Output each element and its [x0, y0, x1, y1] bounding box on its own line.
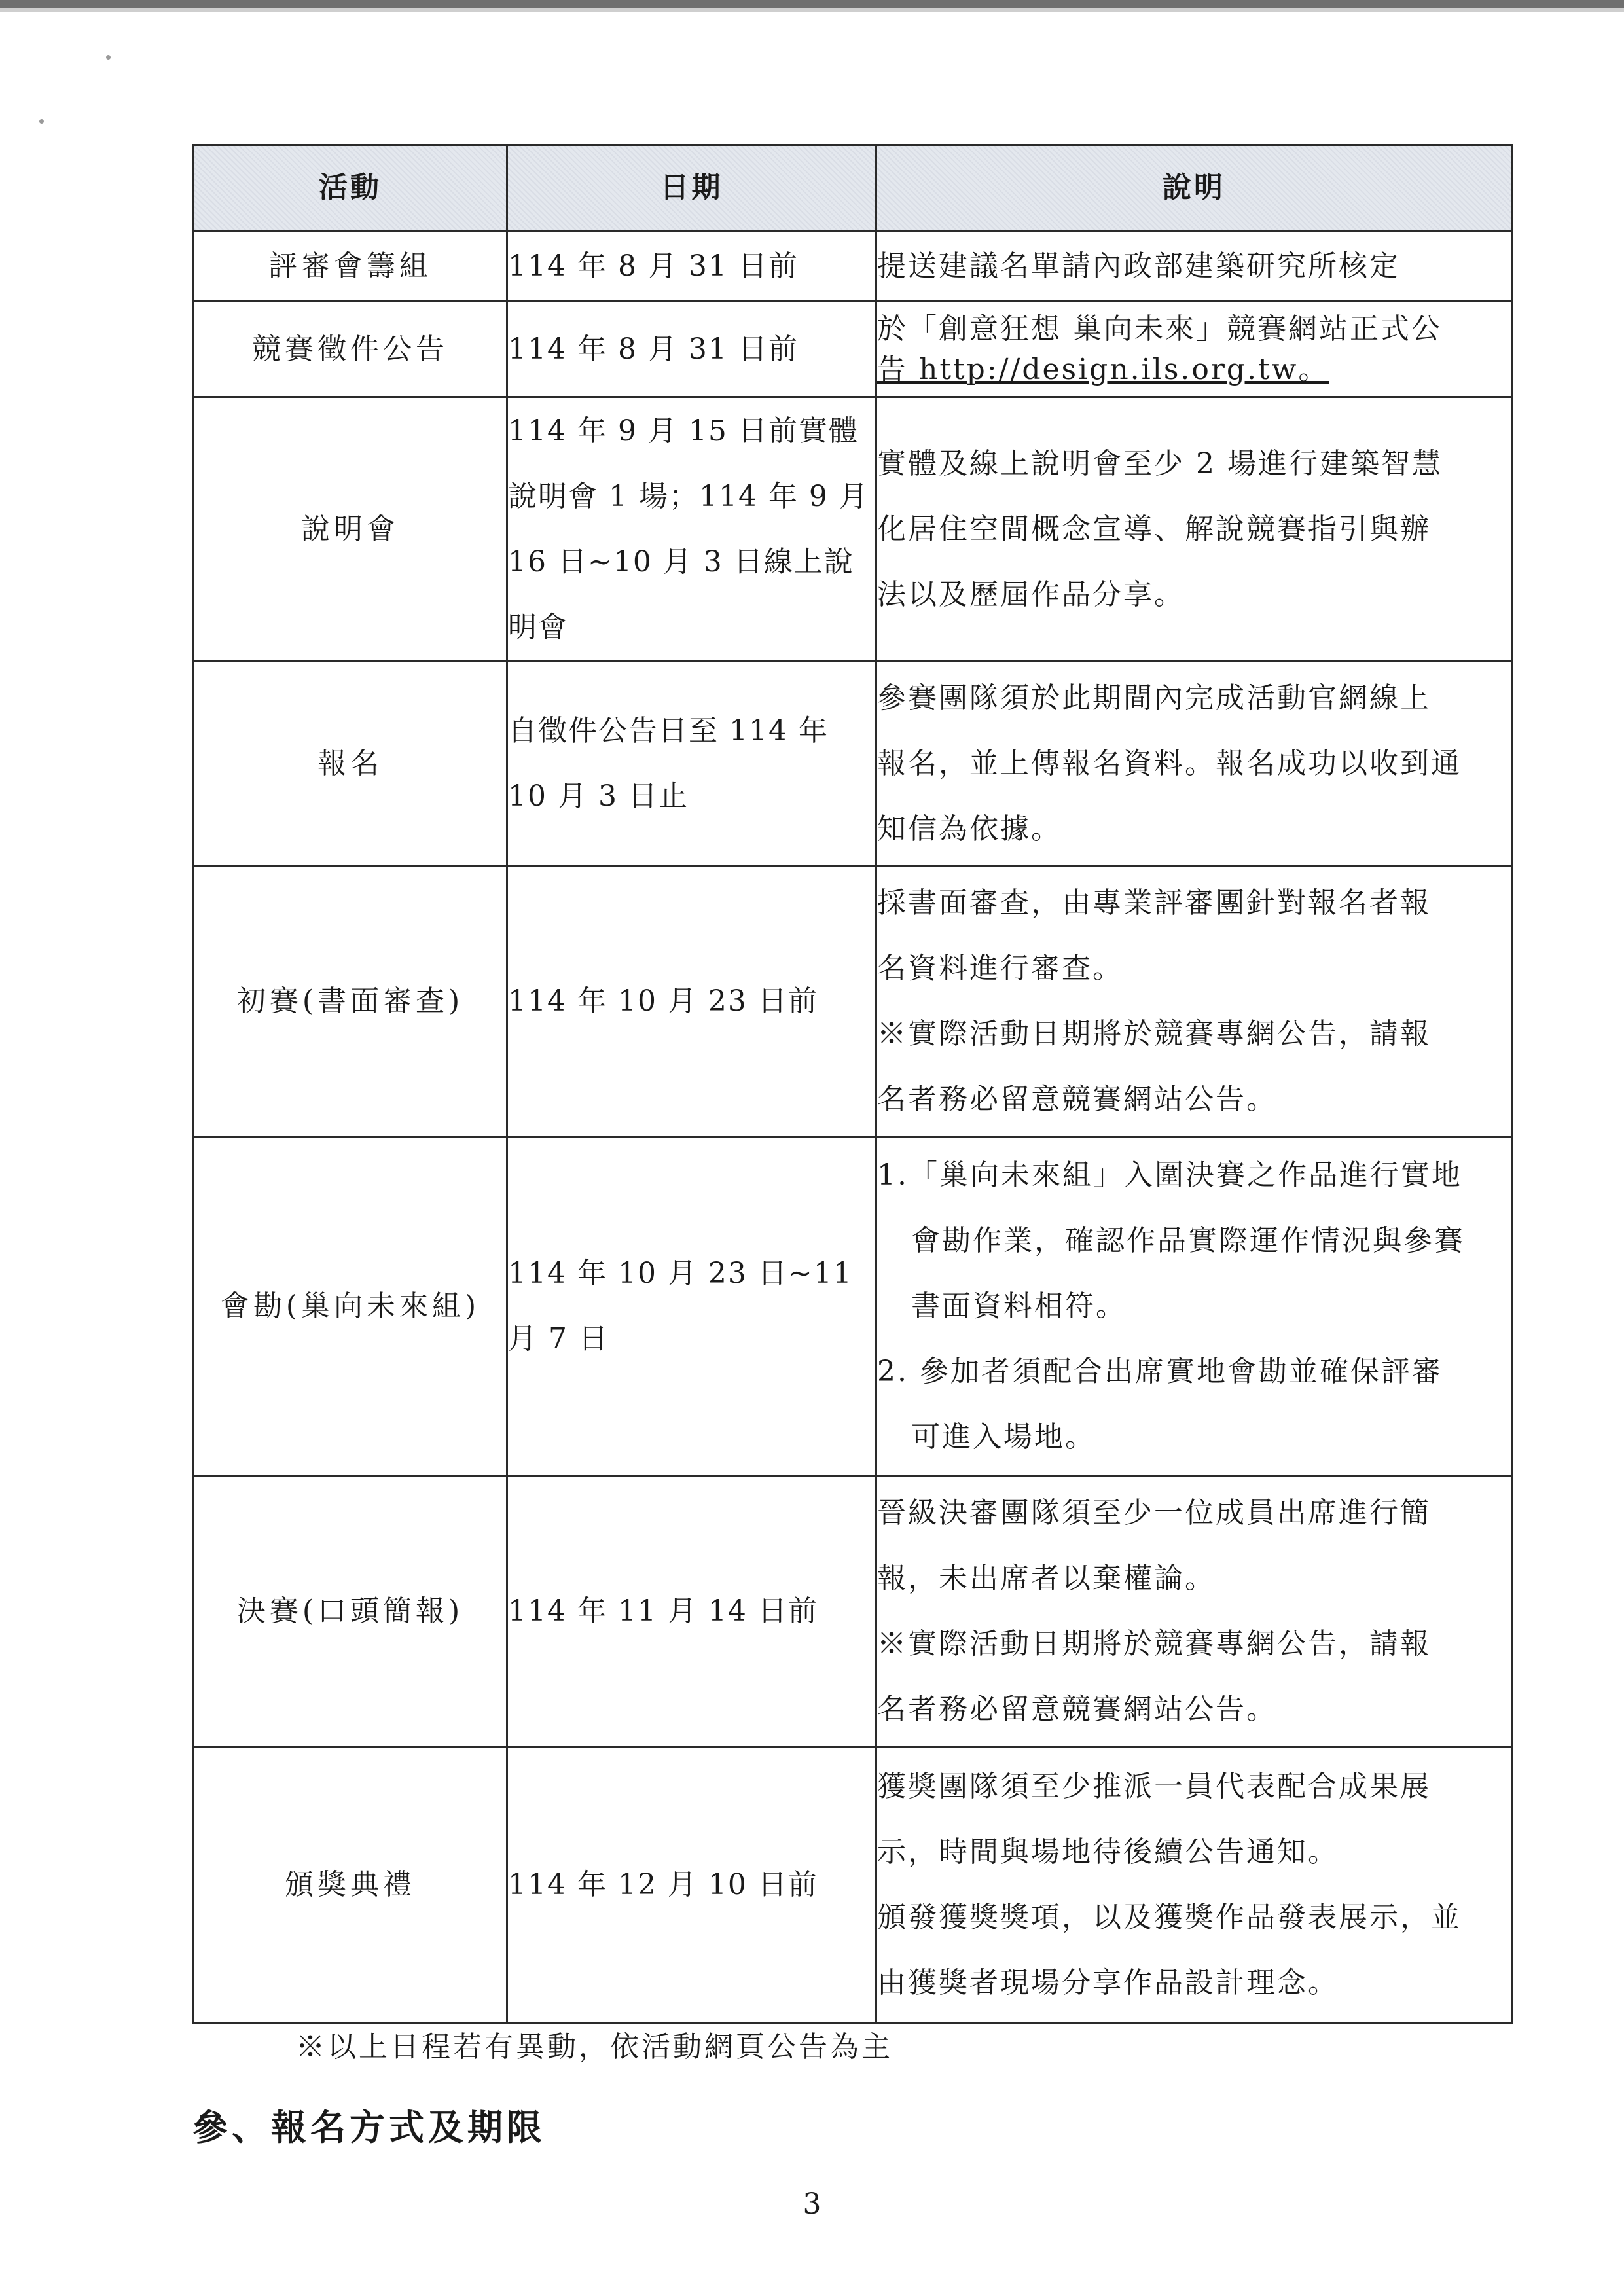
description-line: 化居住空間概念宣導、解說競賽指引與辦 — [877, 512, 1431, 546]
description-cell — [876, 866, 1512, 1137]
date-line: 114 年 12 月 10 日前 — [508, 1867, 818, 1901]
date-line: 114 年 8 月 31 日前 — [508, 249, 799, 283]
schedule-table — [192, 144, 1513, 2024]
date-cell — [507, 662, 876, 866]
date-line: 7 日 — [549, 1321, 609, 1355]
description-cell — [876, 1137, 1512, 1476]
description-line: 2. 參加者須配合出席實地會勘並確保評審 — [877, 1354, 1443, 1388]
activity-cell: 決賽(口頭簡報) — [194, 1476, 507, 1747]
note-line: ※實際活動日期將於競賽專網公告，請報 — [877, 1016, 1431, 1050]
note-line: ※實際活動日期將於競賽專網公告，請報 — [877, 1626, 1431, 1660]
description-line: 可進入場地。 — [911, 1420, 1096, 1454]
date-line: 明會 — [508, 610, 568, 644]
page-number: 3 — [803, 2187, 821, 2221]
description-line: 參賽團隊須於此期間內完成活動官網線上 — [877, 681, 1431, 715]
table-row — [194, 231, 1512, 302]
section-heading: 參、報名方式及期限 — [192, 2106, 546, 2148]
website-link[interactable]: 告 http://design.ils.org.tw。 — [877, 352, 1329, 386]
numbered-item — [877, 1143, 1511, 1339]
table-row — [194, 1476, 1512, 1747]
header-description: 說明 — [876, 145, 1512, 231]
date-line: 114 年 11 月 14 日前 — [508, 1594, 818, 1628]
description-line: 法以及歷屆作品分享。 — [877, 577, 1185, 611]
description-line: 報，未出席者以棄權論。 — [877, 1561, 1216, 1595]
date-cell — [507, 231, 876, 302]
date-cell — [507, 866, 876, 1137]
description-cell — [876, 302, 1512, 397]
date-cell — [507, 302, 876, 397]
table-row — [194, 866, 1512, 1137]
scan-edge-shadow — [0, 8, 1624, 12]
activity-cell: 會勘(巢向未來組) — [194, 1137, 507, 1476]
description-line: 會勘作業，確認作品實際運作情況與參賽 — [911, 1223, 1465, 1257]
table-row — [194, 662, 1512, 866]
date-line: 說明會 1 場；114 年 9 月 — [508, 479, 869, 513]
description-line: 實體及線上說明會至少 2 場進行建築智慧 — [877, 446, 1443, 480]
description-line: 報名，並上傳報名資料。報名成功以收到通 — [877, 746, 1462, 780]
activity-cell: 競賽徵件公告 — [194, 302, 507, 397]
description-line: 名資料進行審查。 — [877, 951, 1123, 985]
description-cell — [876, 231, 1512, 302]
table-row — [194, 302, 1512, 397]
description-line: 於「創意狂想 巢向未來」競賽網站正式公 — [877, 312, 1442, 346]
scan-speck — [106, 55, 111, 60]
scan-speck — [39, 119, 44, 124]
description-line: 示，時間與場地待後續公告通知。 — [877, 1835, 1339, 1869]
description-cell — [876, 1747, 1512, 2023]
date-line: 10 月 3 日止 — [508, 779, 689, 813]
description-line: 頒發獲獎獎項，以及獲獎作品發表展示，並 — [877, 1900, 1462, 1934]
header-date: 日期 — [507, 145, 876, 231]
numbered-item — [877, 1339, 1511, 1470]
activity-cell: 評審會籌組 — [194, 231, 507, 302]
date-line: 自徵件公告日至 114 年 — [508, 713, 829, 747]
date-line: 114 年 10 月 23 日前 — [508, 984, 818, 1018]
description-line: 知信為依據。 — [877, 812, 1062, 846]
activity-cell: 報名 — [194, 662, 507, 866]
description-cell — [876, 397, 1512, 662]
note-line: 名者務必留意競賽網站公告。 — [877, 1082, 1277, 1116]
header-activity: 活動 — [194, 145, 507, 231]
description-line: 書面資料相符。 — [911, 1289, 1127, 1323]
note-line: 名者務必留意競賽網站公告。 — [877, 1692, 1277, 1726]
date-line: 114 年 8 月 31 日前 — [508, 332, 799, 366]
table-row — [194, 1137, 1512, 1476]
table-row — [194, 1747, 1512, 2023]
activity-cell: 說明會 — [194, 397, 507, 662]
description-cell — [876, 662, 1512, 866]
scan-edge — [0, 0, 1624, 8]
description-line: 採書面審查，由專業評審團針對報名者報 — [877, 886, 1431, 920]
description-cell — [876, 1476, 1512, 1747]
date-line: 114 年 9 月 15 日前實體 — [508, 414, 859, 448]
table-row — [194, 397, 1512, 662]
table-header-row — [194, 145, 1512, 231]
activity-cell: 初賽(書面審查) — [194, 866, 507, 1137]
date-cell — [507, 397, 876, 662]
date-cell — [507, 1747, 876, 2023]
activity-cell: 頒獎典禮 — [194, 1747, 507, 2023]
date-cell — [507, 1476, 876, 1747]
date-line: 16 日~10 月 3 日線上說 — [508, 545, 854, 579]
date-cell — [507, 1137, 876, 1476]
description-line: 獲獎團隊須至少推派一員代表配合成果展 — [877, 1769, 1431, 1803]
description-line: 晉級決審團隊須至少一位成員出席進行簡 — [877, 1496, 1431, 1530]
description-line: 提送建議名單請內政部建築研究所核定 — [877, 249, 1400, 283]
schedule-footnote: ※以上日程若有異動，依活動網頁公告為主 — [296, 2030, 893, 2064]
description-line: 1.「巢向未來組」入圍決賽之作品進行實地 — [877, 1158, 1462, 1192]
description-line: 由獲獎者現場分享作品設計理念。 — [877, 1965, 1339, 2000]
date-line: 114 年 10 月 23 日~11 月 — [508, 1256, 853, 1355]
